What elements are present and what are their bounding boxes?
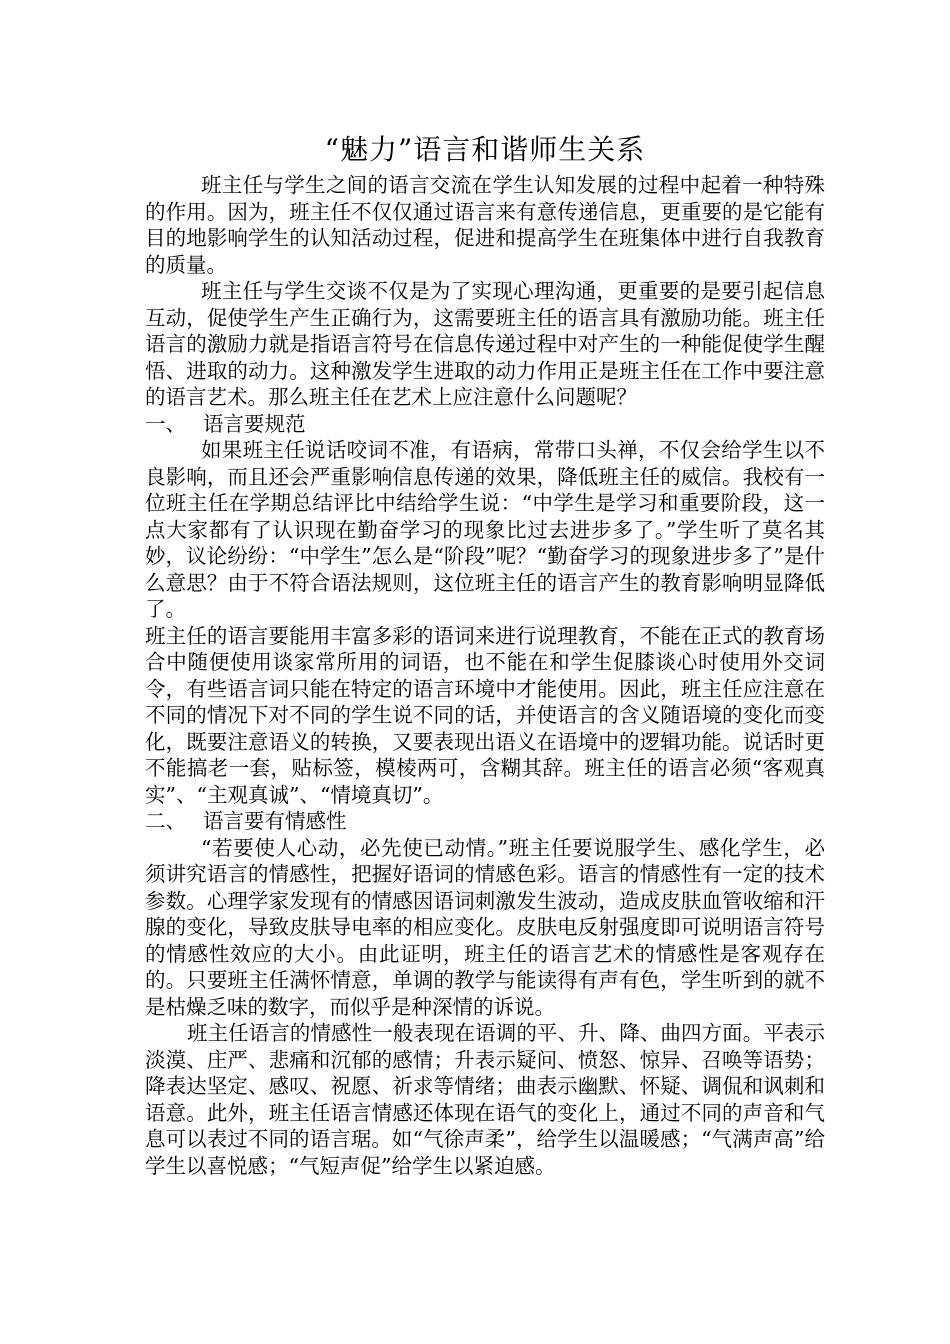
intro-paragraph-1: 班主任与学生之间的语言交流在学生认知发展的过程中起着一种特殊的作用。因为，班主任不仅仅通过语言来有意传递信息，更重要的是它能有目的地影响学生的认知活动过程，促进和提高学生在班集体中进行自我教育的质量。	[145, 173, 825, 277]
section-2-paragraph-2: 班主任语言的情感性一般表现在语调的平、升、降、曲四方面。平表示淡漠、庄严、悲痛和沉郁的感情；升表示疑问、愤怒、惊异、召唤等语势；降表达坚定、感叹、祝愿、祈求等情绪；曲表示幽默、怀疑、调侃和讽刺和语意。此外，班主任语言情感还体现在语气的变化上，通过不同的声音和气息可以表过不同的语言琚。如“气徐声柔”，给学生以温暖感；“气满声高”给学生以喜悦感；“气短声促”给学生以紧迫感。	[145, 1021, 825, 1178]
section-1-paragraph-2: 班主任的语言要能用丰富多彩的语词来进行说理教育，不能在正式的教育场合中随便使用谈家常所用的词语，也不能在和学生促膝谈心时使用外交词令，有些语言词只能在特定的语言环境中才能使用。因此，班主任应注意在不同的情况下对不同的学生说不同的话，并使语言的含义随语境的变化而变化，既要注意语义的转换，又要表现出语义在语境中的逻辑功能。说话时更不能搞老一套，贴标签，模棱两可，含糊其辞。班主任的语言必须“客观真实”、“主观真诚”、“情境真切”。	[145, 623, 825, 807]
section-1-number: 一、	[145, 411, 186, 436]
section-2-title: 语言要有情感性	[203, 809, 347, 833]
section-1-paragraph-1: 如果班主任说话咬词不准，有语病，常带口头禅，不仅会给学生以不良影响，而且还会严重影响信息传递的效果，降低班主任的威信。我校有一位班主任在学期总结评比中结给学生说：“中学生是学习和重要阶段，这一点大家都有了认识现在勤奋学习的现象比过去进步多了。”学生听了莫名其妙，议论纷纷：“中学生”怎么是“阶段”呢？“勤奋学习的现象进步多了”是什么意思？由于不符合语法规则，这位班主任的语言产生的教育影响明显降低了。	[145, 438, 825, 621]
section-2-heading	[145, 808, 825, 835]
section-1-title: 语言要规范	[203, 411, 306, 436]
intro-paragraph-2: 班主任与学生交谈不仅是为了实现心理沟通，更重要的是要引起信息互动，促使学生产生正确行为，这需要班主任的语言具有激励功能。班主任语言的激励力就是指语言符号在信息传递过程中对产生的一种能促使学生醒悟、进取的动力。这种激发学生进取的动力作用正是班主任在工作中要注意的语言艺术。那么班主任在艺术上应注意什么问题呢？	[145, 279, 825, 409]
section-2-paragraph-1: “若要使人心动，必先使已动情。”班主任要说服学生、感化学生，必须讲究语言的情感性，把握好语词的情感色彩。语言的情感性有一定的技术参数。心理学家发现有的情感因语词刺激发生波动，造成皮肤血管收缩和汗腺的变化，导致皮肤导电率的相应变化。皮肤电反射强度即可说明语言符号的情感性效应的大小。由此证明，班主任的语言艺术的情感性是客观存在的。只要班主任满怀情意，单调的教学与能读得有声有色，学生听到的就不是枯燥乏味的数字，而似乎是种深情的诉说。	[145, 835, 825, 1019]
section-1-heading	[145, 411, 825, 438]
document-page	[145, 130, 825, 1179]
document-title: “魅力”语言和谐师生关系	[324, 133, 646, 166]
section-2-number: 二、	[145, 809, 186, 833]
